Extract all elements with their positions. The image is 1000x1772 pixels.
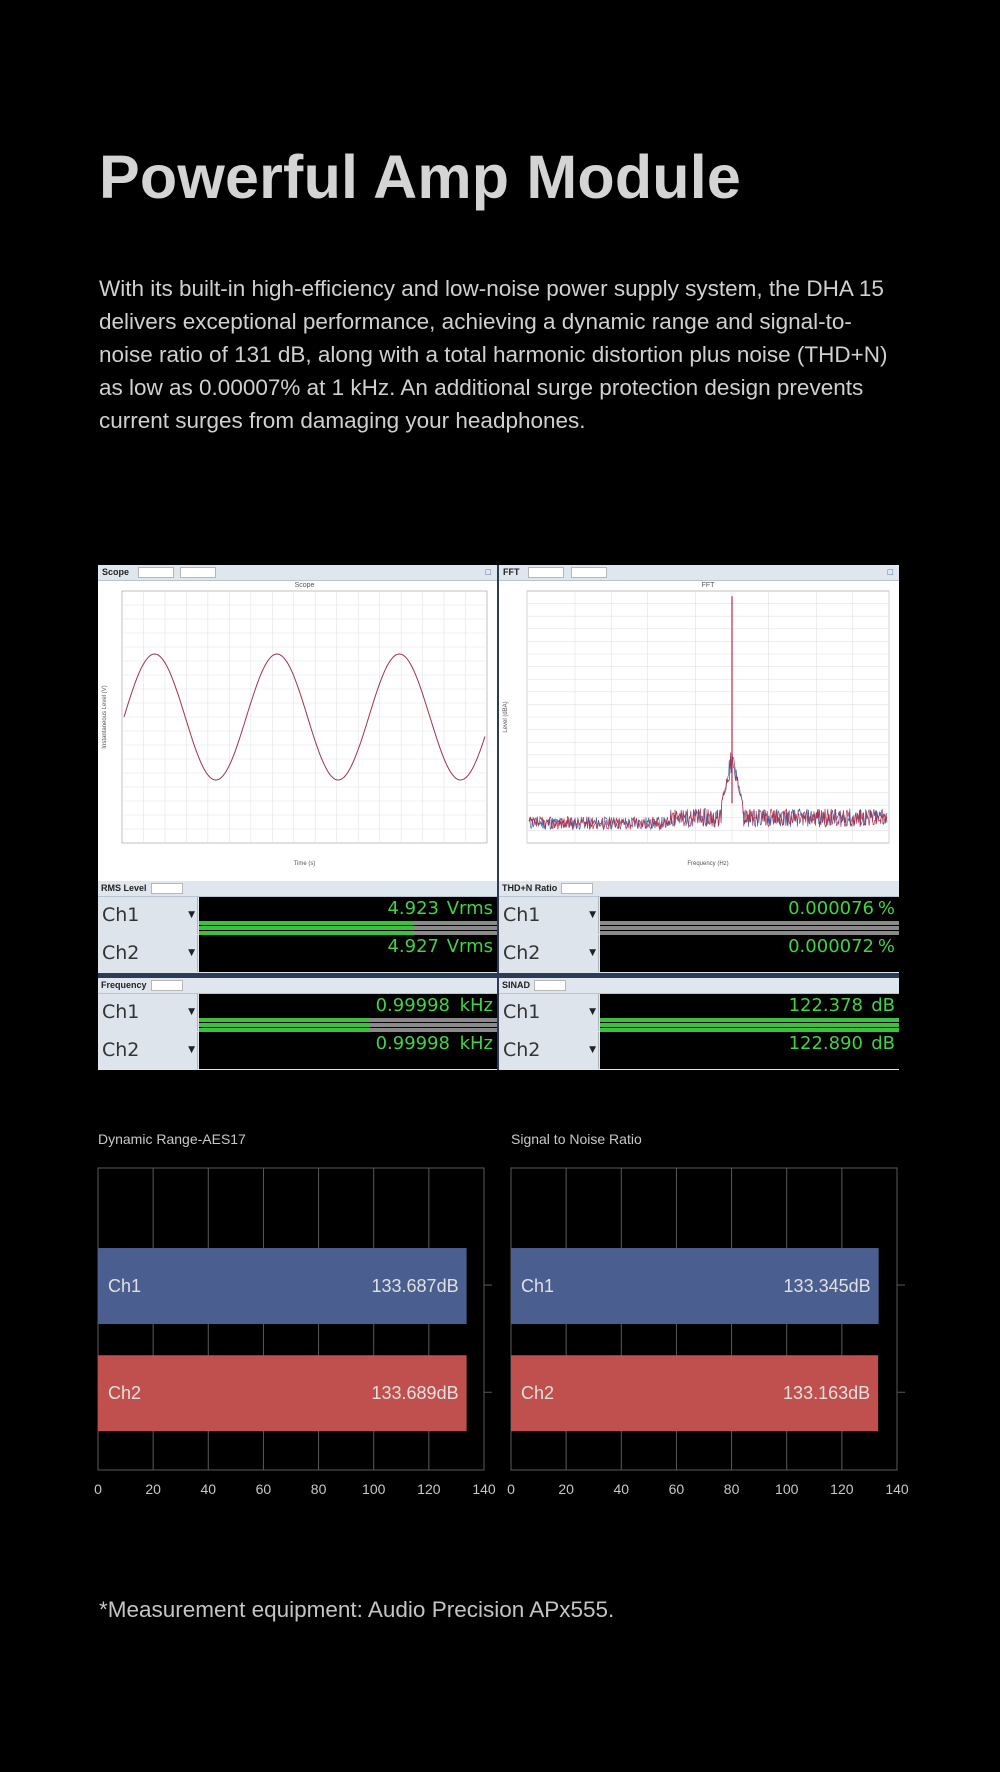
footnote: *Measurement equipment: Audio Precision APx555. (99, 1597, 615, 1622)
meter-header (98, 881, 497, 897)
meter-level-bar (199, 1028, 497, 1032)
fft-pane-title: FFT (503, 567, 520, 577)
meter-title: SINAD (502, 980, 531, 990)
scope-xlabel: Time (s) (293, 861, 316, 867)
dropdown-arrow-icon: ▼ (589, 948, 596, 958)
meter-level-fill (199, 1028, 369, 1032)
x-tick-label: 80 (310, 1481, 327, 1497)
fft-unit-select-2[interactable] (571, 567, 607, 578)
meter-thd-n-ratio (499, 881, 899, 973)
meter-value: 0.000072 (788, 936, 874, 957)
meter-level-bar (199, 1018, 497, 1022)
meter-unit: Vrms (446, 936, 493, 957)
channel-select[interactable] (98, 1032, 198, 1069)
meter-row-ch2 (499, 1032, 899, 1069)
meter-level-bar (600, 921, 899, 925)
scope-unit-select[interactable] (138, 567, 174, 578)
dropdown-arrow-icon: ▼ (589, 910, 596, 920)
x-tick-label: 140 (472, 1481, 496, 1497)
x-tick-label: 140 (885, 1481, 909, 1497)
bar-category-label: Ch2 (108, 1383, 142, 1404)
meter-unit: Vrms (446, 898, 493, 919)
bar-value-label: 133.687dB (371, 1276, 459, 1297)
meter-level-fill (199, 926, 414, 930)
meter-value: 4.927 (387, 936, 439, 957)
x-tick-label: 100 (775, 1481, 799, 1497)
meter-header (499, 978, 899, 994)
meter-display (199, 1032, 497, 1069)
meter-value: 0.000076 (788, 898, 874, 919)
meter-unit: dB (871, 995, 895, 1016)
meter-level-bar (600, 1028, 899, 1032)
x-tick-label: 20 (558, 1481, 574, 1497)
channel-label: Ch2 (503, 942, 541, 964)
x-tick-label: 0 (507, 1481, 515, 1497)
meter-level-fill (199, 931, 414, 935)
dynamic-range-chart (80, 1160, 496, 1497)
x-tick-label: 120 (417, 1481, 441, 1497)
x-tick-label: 80 (723, 1481, 740, 1497)
meter-value: 122.378 (788, 995, 863, 1016)
meter-value: 0.99998 (375, 995, 450, 1016)
scope-plot-title: Scope (294, 582, 315, 589)
meter-level-fill (199, 921, 414, 925)
dropdown-arrow-icon: ▼ (589, 1007, 596, 1017)
bar-value-label: 133.345dB (783, 1276, 871, 1297)
bar-category-label: Ch1 (521, 1276, 555, 1297)
fft-plot (499, 581, 899, 881)
meter-level-fill (600, 1028, 899, 1032)
description-text: With its built-in high-efficiency and low-noise power supply system, the DHA 15 delivers exceptional performance, achieving a dynamic range and signal-to-noise ratio of 131 dB, along with a total harmonic distortion plus noise (THD+N) as low as 0.00007% at 1 kHz. An additional surge protection design prevents current surges from damaging your headphones. (99, 276, 888, 433)
dropdown-arrow-icon: ▼ (188, 948, 195, 958)
x-tick-label: 60 (255, 1481, 272, 1497)
channel-select[interactable] (499, 1032, 599, 1069)
dropdown-arrow-icon: ▼ (188, 1045, 195, 1055)
channel-label: Ch1 (503, 1001, 541, 1023)
meter-title: RMS Level (101, 883, 147, 893)
meters-grid (98, 881, 899, 1070)
meter-row-ch2 (98, 935, 497, 972)
fft-window-controls[interactable]: □ (887, 567, 893, 577)
meter-unit: kHz (459, 995, 493, 1016)
meter-display (199, 935, 497, 972)
meter-level-bar (199, 1023, 497, 1027)
meter-level-fill (600, 1023, 899, 1027)
channel-select[interactable] (98, 994, 198, 1031)
x-tick-label: 40 (613, 1481, 630, 1497)
meter-level-bar (199, 926, 497, 930)
channel-label: Ch2 (102, 1039, 140, 1061)
meter-header (499, 881, 899, 897)
meter-level-bar (600, 931, 899, 935)
scope-plot (98, 581, 497, 881)
fft-pane (499, 565, 899, 881)
scope-pane (98, 565, 499, 881)
meter-value: 0.99998 (375, 1033, 450, 1054)
scope-unit-select-2[interactable] (180, 567, 216, 578)
bar-category-label: Ch2 (521, 1383, 555, 1404)
meter-level-fill (199, 1018, 369, 1022)
fft-ylabel: Level (dBA) (503, 701, 509, 733)
meter-level-bar (199, 921, 497, 925)
meter-unit-select[interactable] (151, 980, 183, 991)
x-tick-label: 40 (200, 1481, 217, 1497)
x-tick-label: 120 (830, 1481, 854, 1497)
chart-title-dynamic-range: Dynamic Range-AES17 (98, 1131, 246, 1147)
bar-value-label: 133.689dB (371, 1383, 459, 1404)
meter-display (600, 1032, 899, 1069)
meter-rms-level (98, 881, 497, 973)
meter-level-bar (600, 1023, 899, 1027)
meter-frequency (98, 978, 497, 1070)
channel-select[interactable] (499, 994, 599, 1031)
dropdown-arrow-icon: ▼ (188, 910, 195, 920)
bar-category-label: Ch1 (108, 1276, 142, 1297)
meter-unit-select[interactable] (561, 883, 593, 894)
meter-level-bar (600, 1018, 899, 1022)
x-tick-label: 20 (145, 1481, 161, 1497)
dropdown-arrow-icon: ▼ (188, 1007, 195, 1017)
meter-unit-select[interactable] (151, 883, 183, 894)
channel-label: Ch2 (102, 942, 140, 964)
meter-display (600, 935, 899, 972)
channel-label: Ch1 (503, 904, 541, 926)
channel-select[interactable] (98, 897, 198, 934)
fft-pane-header (499, 565, 899, 581)
fft-xlabel: Frequency (Hz) (687, 861, 729, 867)
meter-level-fill (600, 1018, 899, 1022)
meter-level-bar (600, 926, 899, 930)
meter-level-fill (199, 1023, 369, 1027)
channel-select[interactable] (499, 935, 599, 972)
fft-plot-title: FFT (701, 582, 715, 589)
dropdown-arrow-icon: ▼ (589, 1045, 596, 1055)
meter-header (98, 978, 497, 994)
meter-value: 4.923 (387, 898, 439, 919)
chart-title-snr: Signal to Noise Ratio (511, 1131, 642, 1147)
x-tick-label: 0 (94, 1481, 102, 1497)
fft-unit-select[interactable] (528, 567, 564, 578)
meter-unit-select[interactable] (534, 980, 566, 991)
scope-ylabel: Instantaneous Level (V) (102, 685, 108, 749)
meter-value: 122.890 (788, 1033, 863, 1054)
bar-value-label: 133.163dB (783, 1383, 871, 1404)
channel-label: Ch1 (102, 1001, 140, 1023)
scope-pane-title: Scope (102, 567, 130, 577)
meter-row-ch2 (98, 1032, 497, 1069)
meter-unit: % (877, 898, 895, 919)
x-tick-label: 60 (668, 1481, 685, 1497)
x-tick-label: 100 (362, 1481, 386, 1497)
meter-unit: kHz (459, 1033, 493, 1054)
channel-label: Ch1 (102, 904, 140, 926)
channel-label: Ch2 (503, 1039, 541, 1061)
meter-unit: dB (871, 1033, 895, 1054)
channel-select[interactable] (98, 935, 198, 972)
meter-title: THD+N Ratio (502, 883, 558, 893)
page-title: Powerful Amp Module (99, 143, 742, 211)
snr-chart (493, 1160, 909, 1497)
analyzer-screenshot (98, 565, 899, 1070)
channel-select[interactable] (499, 897, 599, 934)
meter-row-ch2 (499, 935, 899, 972)
scope-window-controls[interactable]: □ (485, 567, 491, 577)
scope-pane-header (98, 565, 497, 581)
meter-title: Frequency (101, 980, 147, 990)
meter-level-bar (199, 931, 497, 935)
meter-unit: % (877, 936, 895, 957)
meter-sinad (499, 978, 899, 1070)
